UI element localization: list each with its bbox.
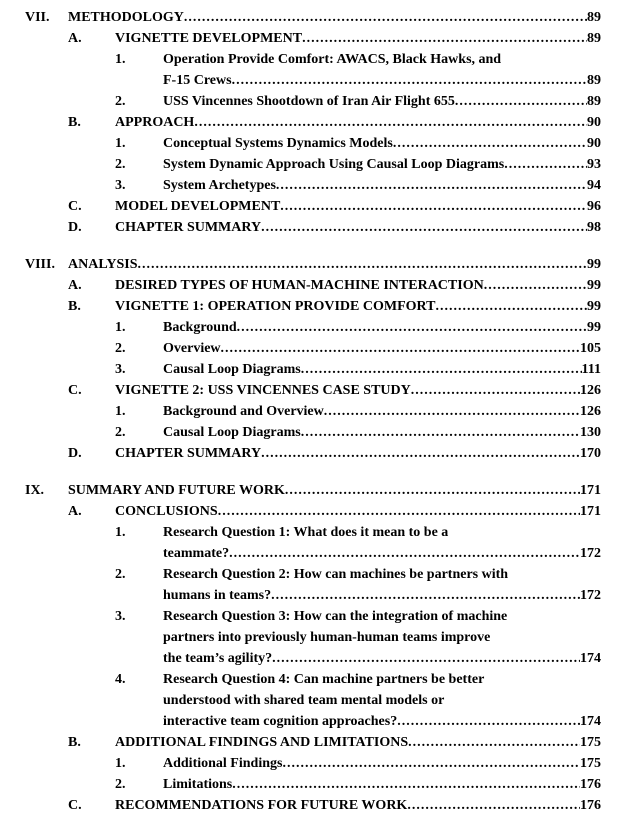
toc-entry-text: the team’s agility? (163, 651, 273, 666)
toc-row (0, 254, 601, 275)
toc-row (0, 522, 601, 543)
toc-entry-text: interactive team cognition approaches? (163, 714, 398, 729)
toc-page-number: 99 (587, 320, 601, 335)
toc-row (0, 380, 601, 401)
toc-entry-label: 1. (115, 756, 126, 771)
toc-entry-label: D. (68, 220, 82, 235)
toc-page-number: 172 (580, 588, 601, 603)
toc-entry-text: ANALYSIS (68, 257, 138, 272)
toc-row (0, 774, 601, 795)
toc-page-number: 175 (580, 735, 601, 750)
toc-row (0, 91, 601, 112)
toc-page-number: 172 (580, 546, 601, 561)
toc-page-number: 126 (580, 404, 601, 419)
toc-page-number: 99 (587, 299, 601, 314)
toc-entry-text: Research Question 2: How can machines be partners with (163, 567, 509, 582)
toc-entry-text: USS Vincennes Shootdown of Iran Air Flight 655 (163, 94, 455, 109)
toc-entry-text: RECOMMENDATIONS FOR FUTURE WORK (115, 798, 408, 813)
toc-page-number: 99 (587, 278, 601, 293)
toc-entry-label: C. (68, 199, 82, 214)
toc-entry-text: partners into previously human-human teams improve (163, 630, 491, 645)
toc-dot-leader (138, 254, 587, 275)
toc-dot-leader (232, 774, 580, 795)
toc-entry-label: 2. (115, 157, 126, 172)
toc-row (0, 196, 601, 217)
toc-page-number: 105 (580, 341, 601, 356)
toc-page-number: 176 (580, 798, 601, 813)
toc-dot-leader (218, 501, 580, 522)
toc-entry-text: System Dynamic Approach Using Causal Loop Diagrams (163, 157, 505, 172)
toc-entry-text: Operation Provide Comfort: AWACS, Black Hawks, and (163, 52, 502, 67)
toc-page-number: 90 (587, 136, 601, 151)
toc-entry-text: VIGNETTE 1: OPERATION PROVIDE COMFORT (115, 299, 436, 314)
toc-entry-label: 3. (115, 609, 126, 624)
toc-row (0, 795, 601, 816)
toc-row (0, 543, 601, 564)
toc-entry-text: CONCLUSIONS (115, 504, 218, 519)
toc-row (0, 70, 601, 91)
toc-page-number: 176 (580, 777, 601, 792)
toc-page-number: 94 (587, 178, 601, 193)
toc-page-number: 174 (580, 714, 601, 729)
toc-entry-label: VIII. (25, 257, 55, 272)
toc-row (0, 154, 601, 175)
toc-entry-label: B. (68, 115, 81, 130)
toc-entry-label: 1. (115, 52, 126, 67)
toc-entry-text: ADDITIONAL FINDINGS AND LIMITATIONS (115, 735, 409, 750)
toc-page-number: 111 (581, 362, 601, 377)
toc-row (0, 7, 601, 28)
toc-dot-leader (455, 91, 587, 112)
toc-row (0, 338, 601, 359)
toc-entry-text: CHAPTER SUMMARY (115, 220, 262, 235)
toc-entry-label: 1. (115, 525, 126, 540)
toc-entry-label: 1. (115, 136, 126, 151)
toc-entry-text: CHAPTER SUMMARY (115, 446, 262, 461)
toc-entry-label: 2. (115, 567, 126, 582)
toc-dot-leader (504, 154, 587, 175)
toc-row (0, 669, 601, 690)
toc-entry-text: understood with shared team mental models or (163, 693, 445, 708)
toc-dot-leader (393, 133, 587, 154)
toc-dot-leader (194, 112, 587, 133)
toc-dot-leader (301, 422, 580, 443)
toc-row (0, 501, 601, 522)
toc-row (0, 133, 601, 154)
toc-row (0, 585, 601, 606)
toc-row (0, 753, 601, 774)
toc-dot-leader (184, 7, 587, 28)
toc-entry-text: APPROACH (115, 115, 195, 130)
toc-page-number: 96 (587, 199, 601, 214)
toc-dot-leader (397, 711, 580, 732)
section-gap (0, 464, 601, 480)
toc-row (0, 443, 601, 464)
toc-row (0, 422, 601, 443)
toc-row (0, 175, 601, 196)
toc-entry-text: teammate? (163, 546, 230, 561)
toc-entry-text: METHODOLOGY (68, 10, 184, 25)
toc-dot-leader (271, 585, 580, 606)
toc-entry-label: C. (68, 383, 82, 398)
toc-dot-leader (436, 296, 588, 317)
toc-entry-label: 1. (115, 404, 126, 419)
toc-entry-text: System Archetypes (163, 178, 276, 193)
toc-page-number: 99 (587, 257, 601, 272)
toc-entry-text: Background (163, 320, 237, 335)
toc-entry-text: Causal Loop Diagrams (163, 362, 301, 377)
toc-dot-leader (261, 217, 587, 238)
toc-row (0, 606, 601, 627)
toc-page-number: 170 (580, 446, 601, 461)
toc-dot-leader (232, 70, 587, 91)
toc-entry-text: DESIRED TYPES OF HUMAN-MACHINE INTERACTION (115, 278, 484, 293)
toc-dot-leader (324, 401, 580, 422)
toc-page-number: 89 (587, 10, 601, 25)
toc-page-number: 93 (587, 157, 601, 172)
toc-entry-text: Research Question 4: Can machine partners be better (163, 672, 485, 687)
toc-entry-label: 3. (115, 178, 126, 193)
toc-entry-text: MODEL DEVELOPMENT (115, 199, 281, 214)
toc-page-number: 90 (587, 115, 601, 130)
toc-entry-label: B. (68, 735, 81, 750)
toc-entry-text: Limitations (163, 777, 233, 792)
toc-row (0, 711, 601, 732)
toc-dot-leader (411, 380, 580, 401)
toc-entry-label: 3. (115, 362, 126, 377)
toc-entry-label: A. (68, 278, 82, 293)
toc-row (0, 564, 601, 585)
toc-entry-label: 1. (115, 320, 126, 335)
toc-entry-text: Background and Overview (163, 404, 324, 419)
toc-entry-text: VIGNETTE 2: USS VINCENNES CASE STUDY (115, 383, 411, 398)
toc-page-number: 89 (587, 31, 601, 46)
toc-dot-leader (407, 795, 580, 816)
toc-entry-label: A. (68, 504, 82, 519)
toc-dot-leader (237, 317, 587, 338)
toc-row (0, 296, 601, 317)
toc-row (0, 112, 601, 133)
toc-page-number: 130 (580, 425, 601, 440)
toc-entry-label: A. (68, 31, 82, 46)
toc-row (0, 648, 601, 669)
toc-entry-text: F-15 Crews (163, 73, 232, 88)
toc-entry-text: Additional Findings (163, 756, 283, 771)
toc-entry-label: C. (68, 798, 82, 813)
toc-row (0, 627, 601, 648)
toc-dot-leader (301, 359, 582, 380)
toc-dot-leader (276, 175, 587, 196)
toc-entry-text: Causal Loop Diagrams (163, 425, 301, 440)
toc-dot-leader (272, 648, 580, 669)
toc-entry-text: Research Question 1: What does it mean to be a (163, 525, 449, 540)
toc-entry-label: VII. (25, 10, 50, 25)
toc-entry-label: 2. (115, 425, 126, 440)
toc-page-number: 175 (580, 756, 601, 771)
toc-page-number: 98 (587, 220, 601, 235)
toc-dot-leader (221, 338, 580, 359)
toc-page-number: 174 (580, 651, 601, 666)
toc-entry-label: 2. (115, 94, 126, 109)
toc-entry-text: humans in teams? (163, 588, 272, 603)
section-gap (0, 238, 601, 254)
toc-page-number: 89 (587, 94, 601, 109)
toc-row (0, 480, 601, 501)
toc-page-number: 171 (580, 504, 601, 519)
toc-entry-label: D. (68, 446, 82, 461)
toc-entry-text: Conceptual Systems Dynamics Models (163, 136, 393, 151)
toc-entry-text: Overview (163, 341, 221, 356)
toc-row (0, 217, 601, 238)
toc-dot-leader (302, 28, 587, 49)
toc-dot-leader (408, 732, 580, 753)
toc-row (0, 401, 601, 422)
toc-dot-leader (280, 196, 587, 217)
toc-row (0, 359, 601, 380)
toc-page-number: 171 (580, 483, 601, 498)
toc-row (0, 49, 601, 70)
toc-dot-leader (261, 443, 580, 464)
toc-dot-leader (285, 480, 580, 501)
toc-entry-text: Research Question 3: How can the integration of machine (163, 609, 508, 624)
toc-page-number: 89 (587, 73, 601, 88)
toc-entry-label: 2. (115, 341, 126, 356)
toc-row (0, 275, 601, 296)
toc-row (0, 732, 601, 753)
toc-entry-label: 4. (115, 672, 126, 687)
toc-list (0, 7, 601, 816)
toc-dot-leader (484, 275, 587, 296)
toc-row (0, 690, 601, 711)
toc-dot-leader (282, 753, 580, 774)
toc-row (0, 317, 601, 338)
toc-entry-label: IX. (25, 483, 45, 498)
toc-entry-text: SUMMARY AND FUTURE WORK (68, 483, 285, 498)
toc-entry-label: 2. (115, 777, 126, 792)
toc-dot-leader (229, 543, 580, 564)
toc-page-number: 126 (580, 383, 601, 398)
toc-row (0, 28, 601, 49)
toc-entry-label: B. (68, 299, 81, 314)
toc-entry-text: VIGNETTE DEVELOPMENT (115, 31, 303, 46)
